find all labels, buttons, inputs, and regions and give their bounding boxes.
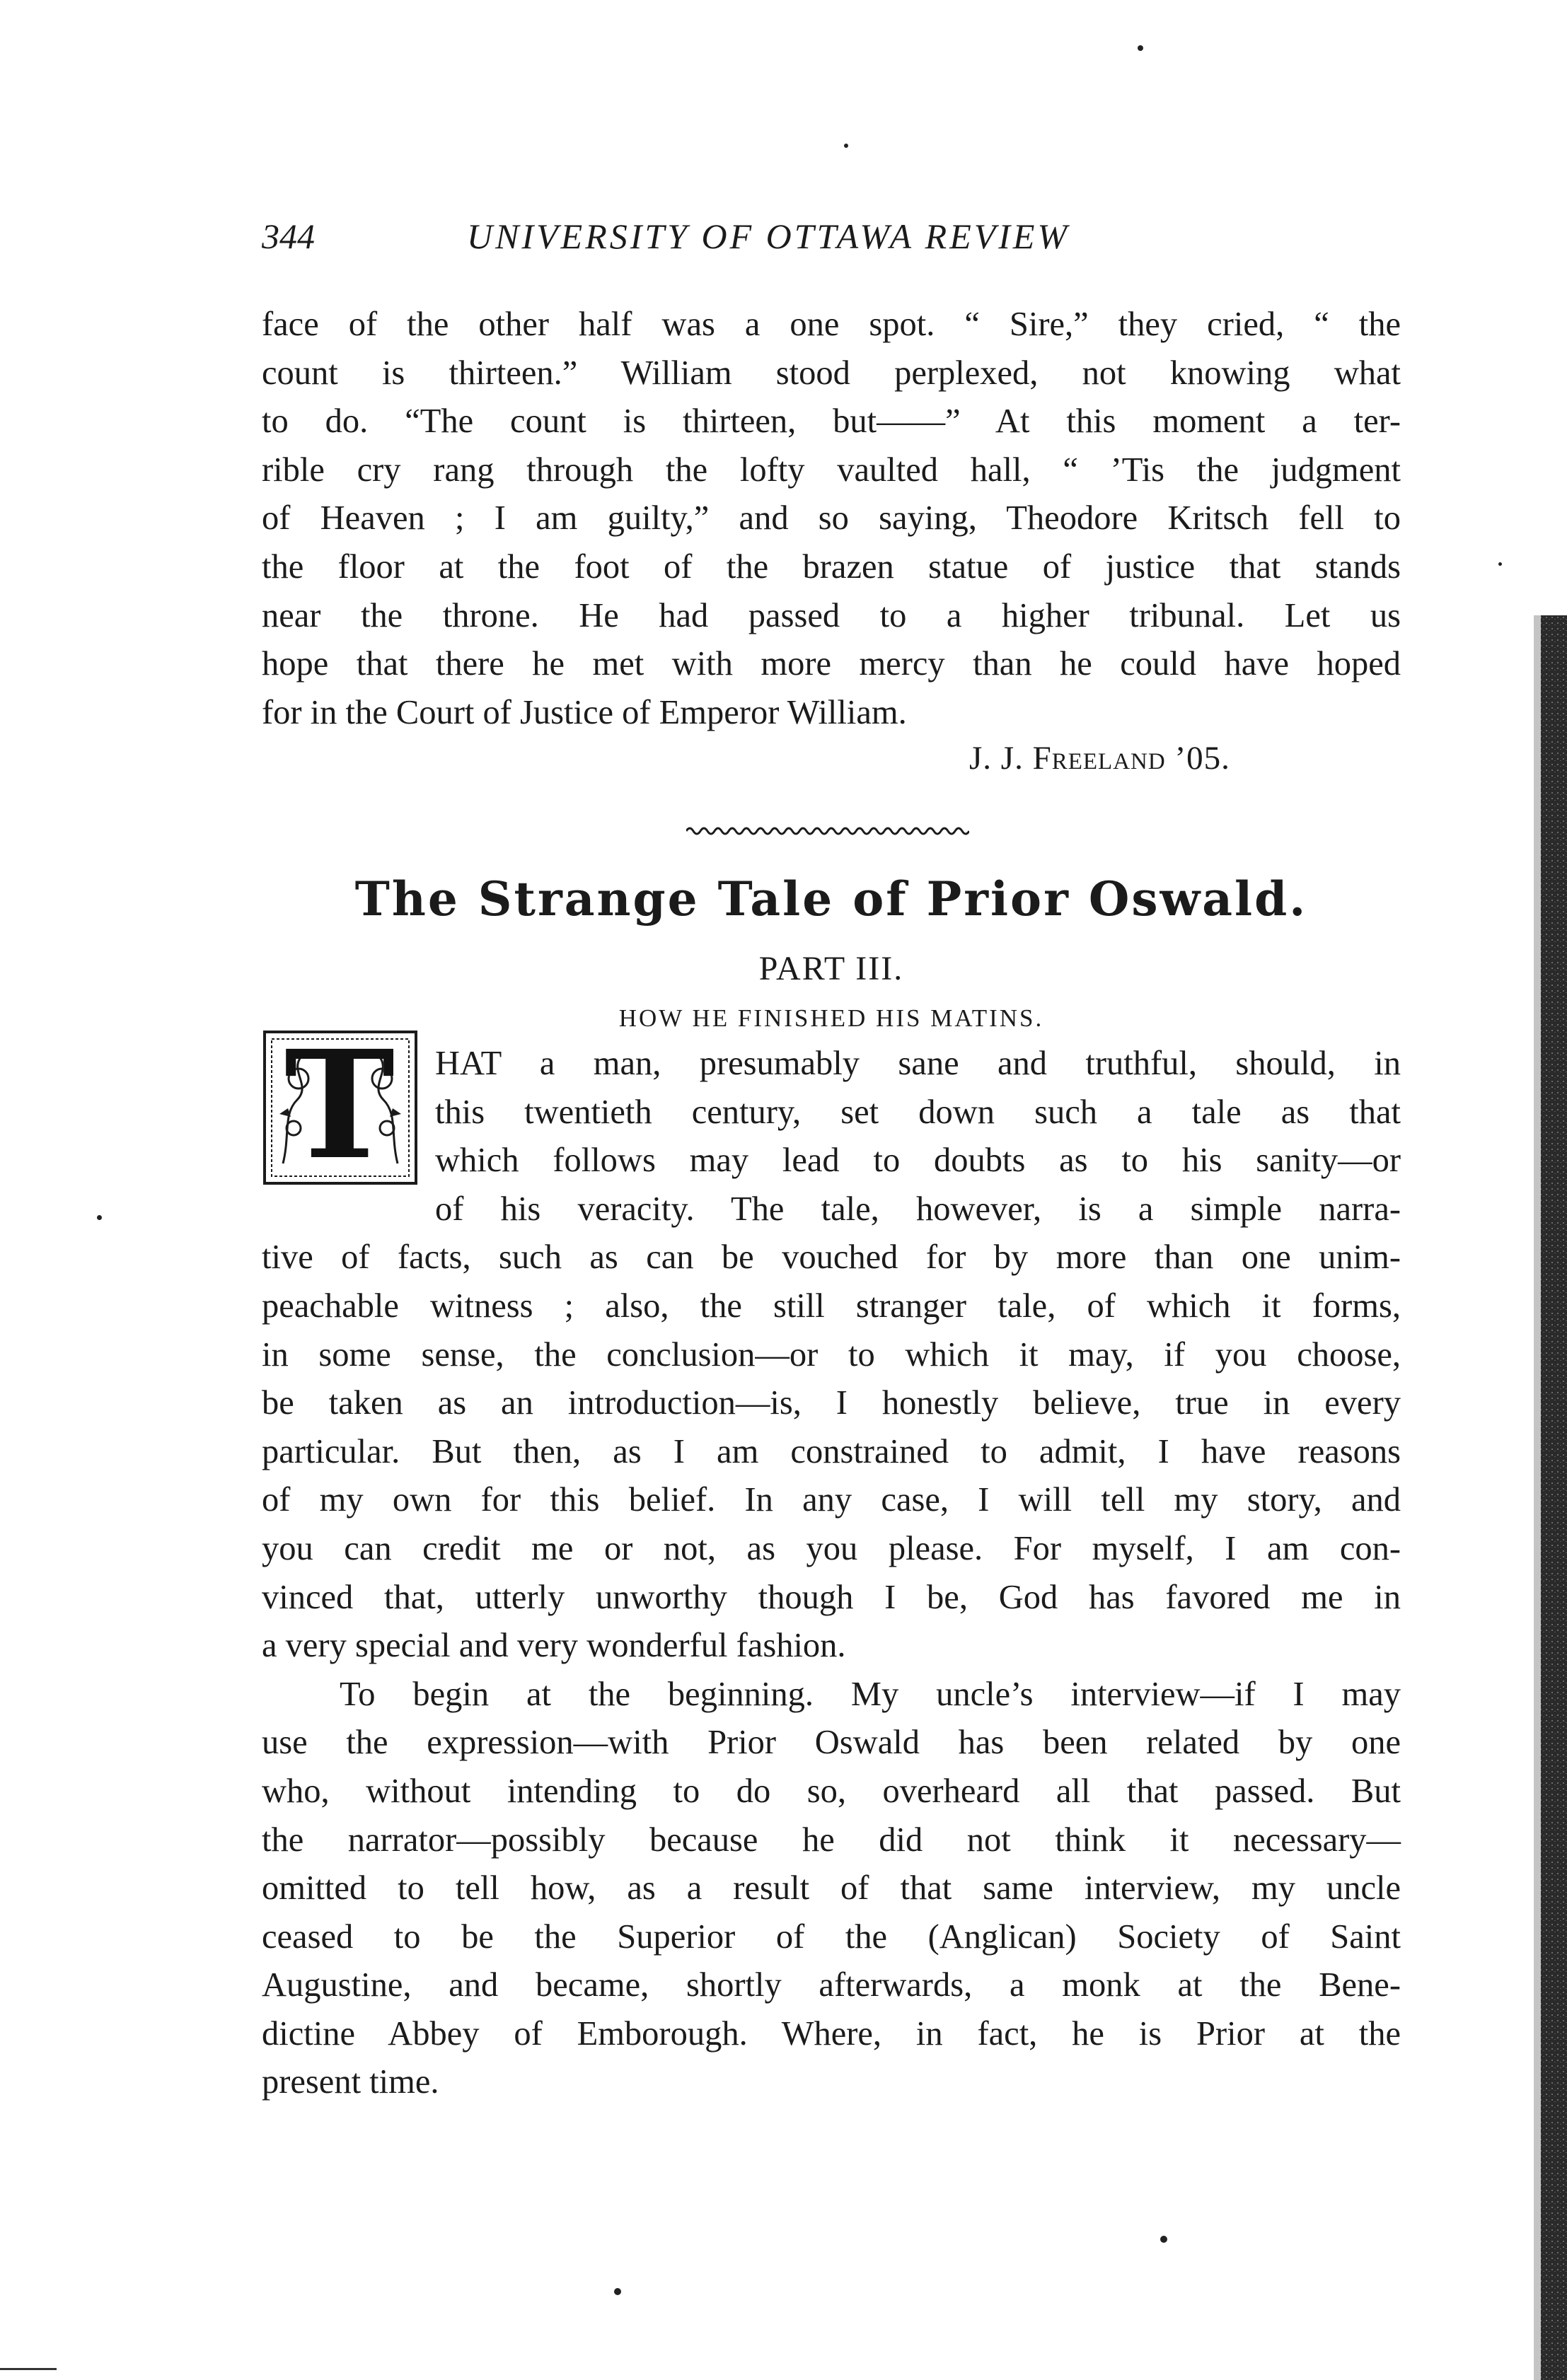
scan-speck: [844, 144, 848, 148]
signature-name: Freeland: [1032, 740, 1166, 777]
text-line: of Heaven ; I am guilty,” and so saying, Theodore Kritsch fell to: [262, 499, 1401, 538]
scan-speck: [97, 1215, 102, 1220]
page-number: 344: [262, 216, 315, 256]
text-line: for in the Court of Justice of Emperor William.: [262, 693, 907, 731]
text-line: you can credit me or not, as you please. For myself, I am con-: [262, 1529, 1401, 1567]
text-line: be taken as an introduction—is, I honestly believe, true in every: [262, 1384, 1401, 1422]
scan-speck: [614, 2288, 621, 2295]
part-heading: PART III.: [758, 950, 904, 987]
text-line: peachable witness ; also, the still stranger tale, of which it forms,: [262, 1287, 1401, 1325]
text-line: omitted to tell how, as a result of that same interview, my uncle: [262, 1869, 1401, 1908]
text-line: ceased to be the Superior of the (Anglican) Society of Saint: [262, 1917, 1401, 1956]
author-signature: [969, 739, 1230, 777]
text-line: HAT a man, presumably sane and truthful, should, in: [435, 1045, 1401, 1082]
text-line: of his veracity. The tale, however, is a simple narra-: [435, 1190, 1401, 1228]
text-line: this twentieth century, set down such a tale as that: [435, 1093, 1401, 1131]
dropcap-letter: T: [284, 1018, 395, 1192]
chapter-heading: HOW HE FINISHED HIS MATINS.: [618, 1004, 1044, 1032]
text-line: particular. But then, as I am constrained to admit, I have reasons: [262, 1432, 1401, 1470]
scan-speck: [1138, 45, 1143, 51]
text-line: the floor at the foot of the brazen statue of justice that stands: [262, 547, 1401, 586]
previous-article-conclusion: [262, 301, 1401, 737]
text-line: count is thirteen.” William stood perplexed, not knowing what: [262, 354, 1401, 392]
signature-year: ’05.: [1174, 740, 1230, 777]
text-line: the narrator—possibly because he did not think it necessary—: [262, 1821, 1401, 1859]
text-line: in some sense, the conclusion—or to which it may, if you choose,: [262, 1335, 1401, 1374]
running-head: [262, 216, 1408, 272]
page-edge-shadow: [1528, 615, 1567, 2380]
text-line: a very special and very wonderful fashion.: [262, 1627, 846, 1665]
text-line: to do. “The count is thirteen, but——” At this moment a ter-: [262, 402, 1401, 441]
scan-speck: [1160, 2236, 1167, 2243]
text-line: tive of facts, such as can be vouched for by more than one unim-: [262, 1238, 1401, 1277]
text-line: dictine Abbey of Emborough. Where, in fact, he is Prior at the: [262, 2014, 1401, 2053]
signature-initials: J. J.: [969, 740, 1024, 777]
text-line: present time.: [262, 2063, 439, 2101]
wavy-divider: [686, 823, 969, 840]
text-line: which follows may lead to doubts as to his sanity—or: [435, 1142, 1401, 1180]
text-line: Augustine, and became, shortly afterwards, a monk at the Bene-: [262, 1966, 1401, 2004]
text-line: hope that there he met with more mercy than he could have hoped: [262, 645, 1401, 683]
scan-speck: [1498, 562, 1502, 566]
scan-edge-mark: [0, 2368, 57, 2370]
text-line: who, without intending to do so, overheard all that passed. But: [262, 1772, 1401, 1810]
text-line: rible cry rang through the lofty vaulted hall, “ ’Tis the judgment: [262, 451, 1401, 489]
journal-title: UNIVERSITY OF OTTAWA REVIEW: [467, 216, 1070, 256]
article-body: [262, 1040, 1401, 2107]
text-line: near the throne. He had passed to a higher tribunal. Let us: [262, 596, 1401, 634]
text-line: use the expression—with Prior Oswald has been related by one: [262, 1724, 1401, 1762]
text-line: of my own for this belief. In any case, I will tell my story, and: [262, 1481, 1401, 1519]
text-line: face of the other half was a one spot. “ Sire,” they cried, “ the: [262, 306, 1401, 343]
article-title: The Strange Tale of Prior Oswald.: [354, 871, 1308, 927]
text-line: To begin at the beginning. My uncle’s interview—if I may: [340, 1675, 1401, 1713]
text-line: vinced that, utterly unworthy though I be, God has favored me in: [262, 1578, 1401, 1616]
